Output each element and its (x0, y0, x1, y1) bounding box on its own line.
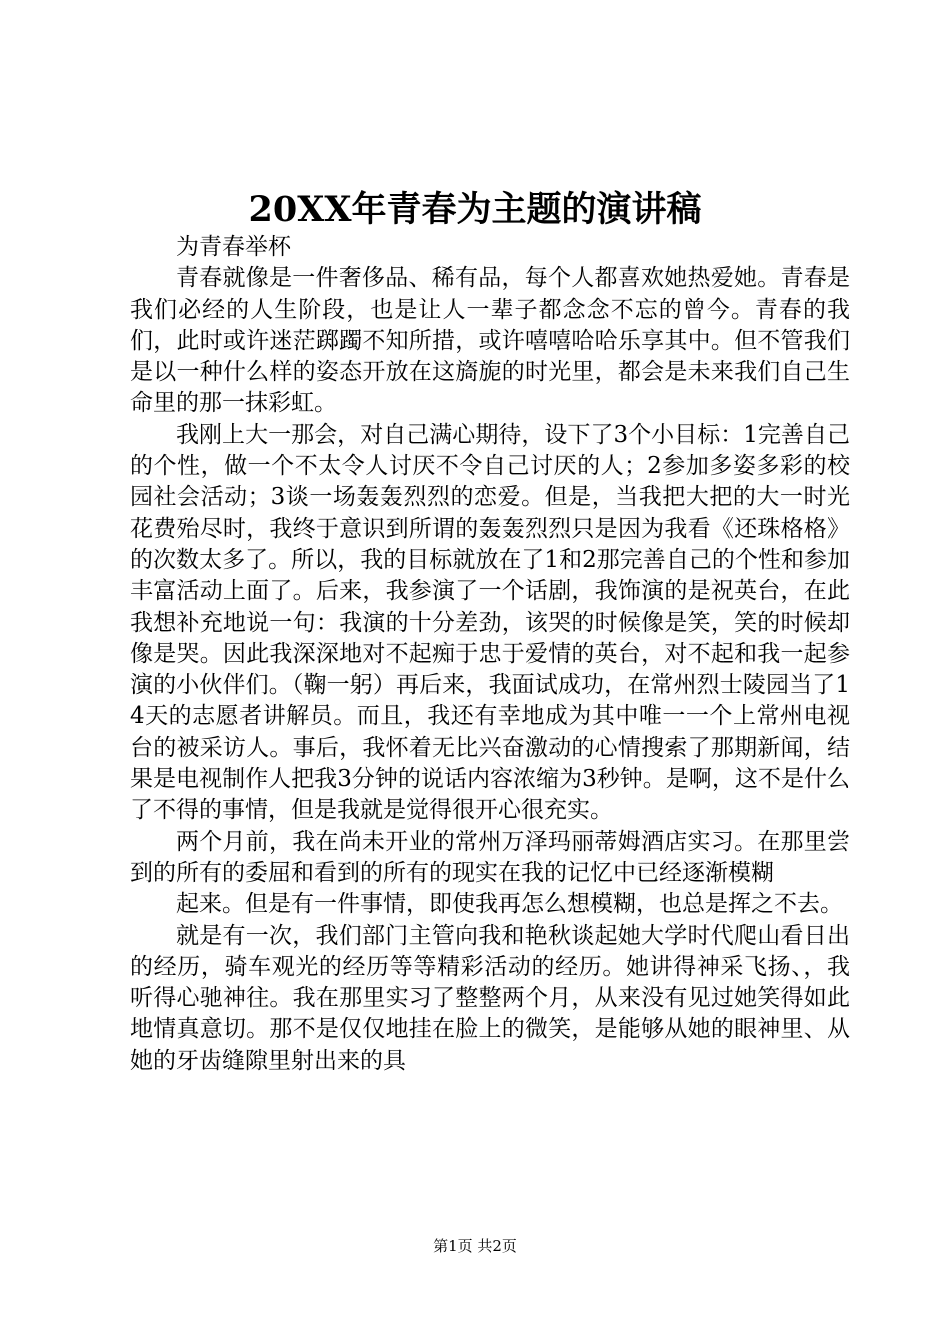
paragraph: 起来。但是有一件事情，即使我再怎么想模糊，也总是挥之不去。 (176, 891, 843, 918)
paragraph: 为青春举杯 (176, 234, 291, 260)
paragraph: 青春就像是一件奢侈品、稀有品，每个人都喜欢她热爱她。青春是我们必经的人生阶段，也是让人一辈子都念念不忘的曾今。青春的我们，此时或许迷茫踯躅不知所措，或许嘻嘻哈哈乐享其中。但不管我们是以一种什么样的姿态开放在这旖旎的时光里，都会是未来我们自己生命里的那一抹彩虹。 (130, 265, 850, 417)
paragraph: 我刚上大一那会，对自己满心期待，设下了3个小目标：1完善自己的个性，做一个不太令人讨厌不令自己讨厌的人；2参加多姿多彩的校园社会活动；3谈一场轰轰烈烈的恋爱。但是，当我把大把的大一时光花费殆尽时，我终于意识到所谓的轰轰烈烈只是因为我看《还珠格格》的次数太多了。所以，我的目标就放在了1和2那完善自己的个性和参加丰富活动上面了。后来，我参演了一个话剧，我饰演的是祝英台，在此我想补充地说一句：我演的十分差劲，该哭的时候像是笑，笑的时候却像是哭。因此我深深地对不起痴于忠于爱情的英台，对不起和我一起参演的小伙伴们。（鞠一躬）再后来，我面试成功，在常州烈士陵园当了14天的志愿者讲解员。而且，我还有幸地成为其中唯一一个上常州电视台的被采访人。事后，我怀着无比兴奋激动的心情搜索了那期新闻，结果是电视制作人把我3分钟的说话内容浓缩为3秒钟。是啊，这不是什么了不得的事情，但是我就是觉得很开心很充实。 (130, 421, 850, 824)
page-footer: 第1页 共2页 (433, 1237, 517, 1255)
paragraph: 两个月前，我在尚未开业的常州万泽玛丽蒂姆酒店实习。在那里尝到的所有的委屈和看到的所有的现实在我的记忆中已经逐渐模糊 (130, 828, 850, 886)
document-body (130, 232, 850, 1077)
paragraph: 就是有一次，我们部门主管向我和艳秋谈起她大学时代爬山看日出的经历，骑车观光的经历等等精彩活动的经历。她讲得神采飞扬、，我听得心驰神往。我在那里实习了整整两个月，从来没有见过她笑得如此地情真意切。那不是仅仅地挂在脸上的微笑，是能够从她的眼神里、从她的牙齿缝隙里射出来的具 (130, 922, 850, 1074)
page-title: 20XX年青春为主题的演讲稿 (248, 189, 702, 230)
